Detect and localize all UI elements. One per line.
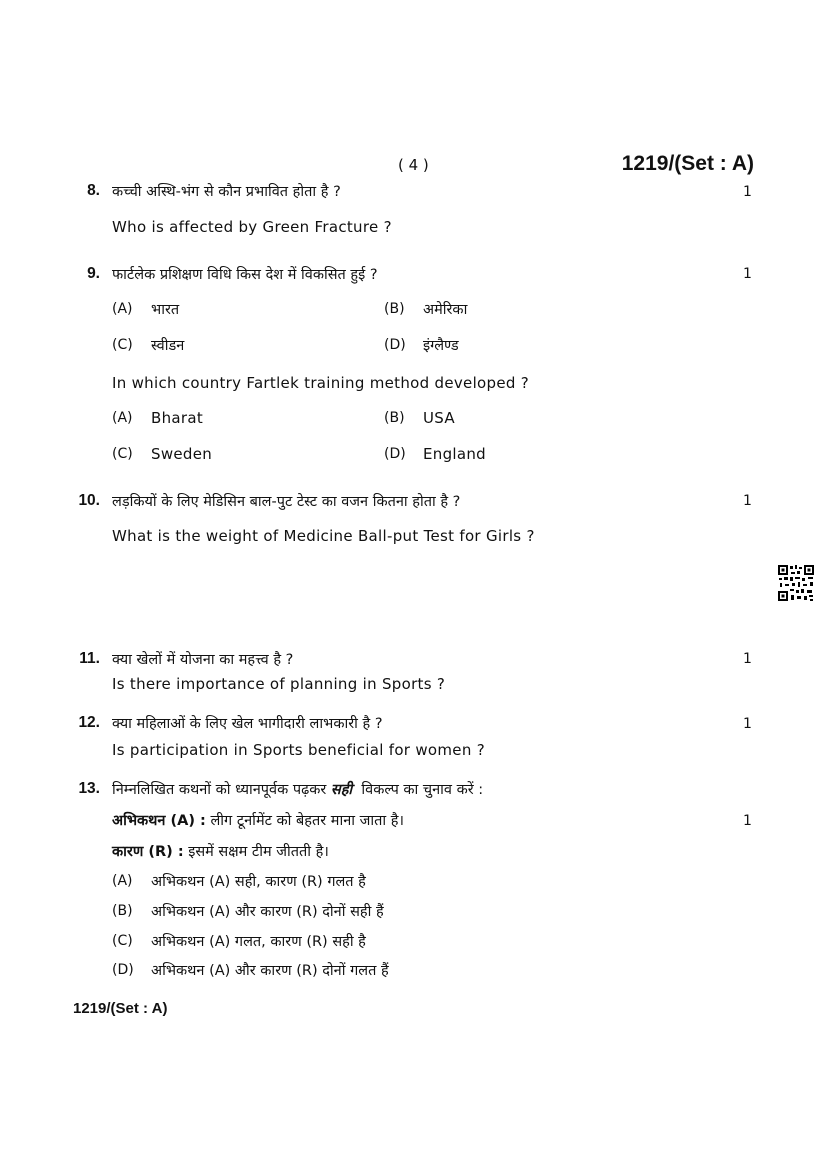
instruction-text: निम्नलिखित कथनों को ध्यानपूर्वक पढ़कर	[112, 782, 327, 798]
q9-hi-option-text: अमेरिका	[423, 302, 468, 318]
instruction-text: विकल्प का चुनाव करें :	[361, 782, 484, 798]
question-9-english: In which country Fartlek training method developed ?	[112, 374, 530, 392]
question-11-hindi: क्या खेलों में योजना का महत्त्व है ?	[112, 652, 294, 668]
q9-hi-option-letter: (D)	[384, 337, 406, 353]
assertion-line	[112, 810, 404, 830]
q13-option-text: अभिकथन (A) और कारण (R) दोनों सही हैं	[151, 904, 384, 920]
question-11-marks: 1	[743, 651, 752, 667]
q9-en-option-letter: (D)	[384, 446, 406, 462]
question-12-english: Is participation in Sports beneficial for women ?	[112, 741, 485, 759]
question-8-marks: 1	[743, 184, 752, 200]
q13-option-letter: (C)	[112, 933, 133, 949]
q9-en-option-letter: (C)	[112, 446, 133, 462]
q9-hi-option-letter: (B)	[384, 301, 405, 317]
question-8-english: Who is affected by Green Fracture ?	[112, 218, 392, 236]
q9-en-option-text: England	[423, 445, 486, 463]
reason-label: कारण (R) :	[112, 844, 184, 860]
q13-option-text: अभिकथन (A) सही, कारण (R) गलत है	[151, 874, 366, 890]
question-13-instruction	[112, 779, 483, 799]
paper-code-footer: 1219/(Set : A)	[73, 1000, 168, 1017]
question-12-number: 12.	[78, 714, 100, 731]
question-8-number: 8.	[87, 182, 100, 199]
q9-en-option-text: USA	[423, 409, 455, 427]
assertion-text: लीग टूर्नामेंट को बेहतर माना जाता है।	[210, 813, 404, 829]
assertion-label: अभिकथन (A) :	[112, 813, 206, 829]
q13-option-text: अभिकथन (A) और कारण (R) दोनों गलत हैं	[151, 963, 389, 979]
question-10-marks: 1	[743, 493, 752, 509]
question-12-marks: 1	[743, 716, 752, 732]
question-10-english: What is the weight of Medicine Ball-put Test for Girls ?	[112, 527, 535, 545]
question-9-number: 9.	[87, 265, 100, 282]
q9-en-option-letter: (B)	[384, 410, 405, 426]
question-8-hindi: कच्ची अस्थि-भंग से कौन प्रभावित होता है ?	[112, 184, 341, 200]
question-9-marks: 1	[743, 266, 752, 282]
reason-line	[112, 841, 329, 861]
reason-text: इसमें सक्षम टीम जीतती है।	[188, 844, 329, 860]
question-13-number: 13.	[78, 780, 100, 797]
q13-option-text: अभिकथन (A) गलत, कारण (R) सही है	[151, 934, 366, 950]
qr-code-icon	[777, 564, 815, 602]
question-10-hindi: लड़कियों के लिए मेडिसिन बाल-पुट टेस्ट का वजन कितना होता है ?	[112, 494, 461, 510]
question-10-number: 10.	[78, 492, 100, 509]
question-9-hindi: फार्टलेक प्रशिक्षण विधि किस देश में विकसित हुई ?	[112, 267, 378, 283]
q9-en-option-letter: (A)	[112, 410, 133, 426]
q9-en-option-text: Bharat	[151, 409, 204, 427]
page-number: ( 4 )	[398, 156, 429, 174]
q9-en-option-text: Sweden	[151, 445, 213, 463]
instruction-emphasis: सही	[330, 782, 353, 798]
q9-hi-option-letter: (A)	[112, 301, 133, 317]
question-13-marks: 1	[743, 813, 752, 829]
question-12-hindi: क्या महिलाओं के लिए खेल भागीदारी लाभकारी है ?	[112, 716, 383, 732]
question-11-english: Is there importance of planning in Sports ?	[112, 675, 446, 693]
q13-option-letter: (D)	[112, 962, 134, 978]
paper-code-header: 1219/(Set : A)	[621, 152, 754, 175]
q9-hi-option-text: इंग्लैण्ड	[423, 338, 459, 354]
q9-hi-option-text: स्वीडन	[151, 338, 185, 354]
q13-option-letter: (B)	[112, 903, 133, 919]
question-11-number: 11.	[79, 650, 100, 667]
q9-hi-option-text: भारत	[151, 302, 180, 318]
q13-option-letter: (A)	[112, 873, 133, 889]
q9-hi-option-letter: (C)	[112, 337, 133, 353]
